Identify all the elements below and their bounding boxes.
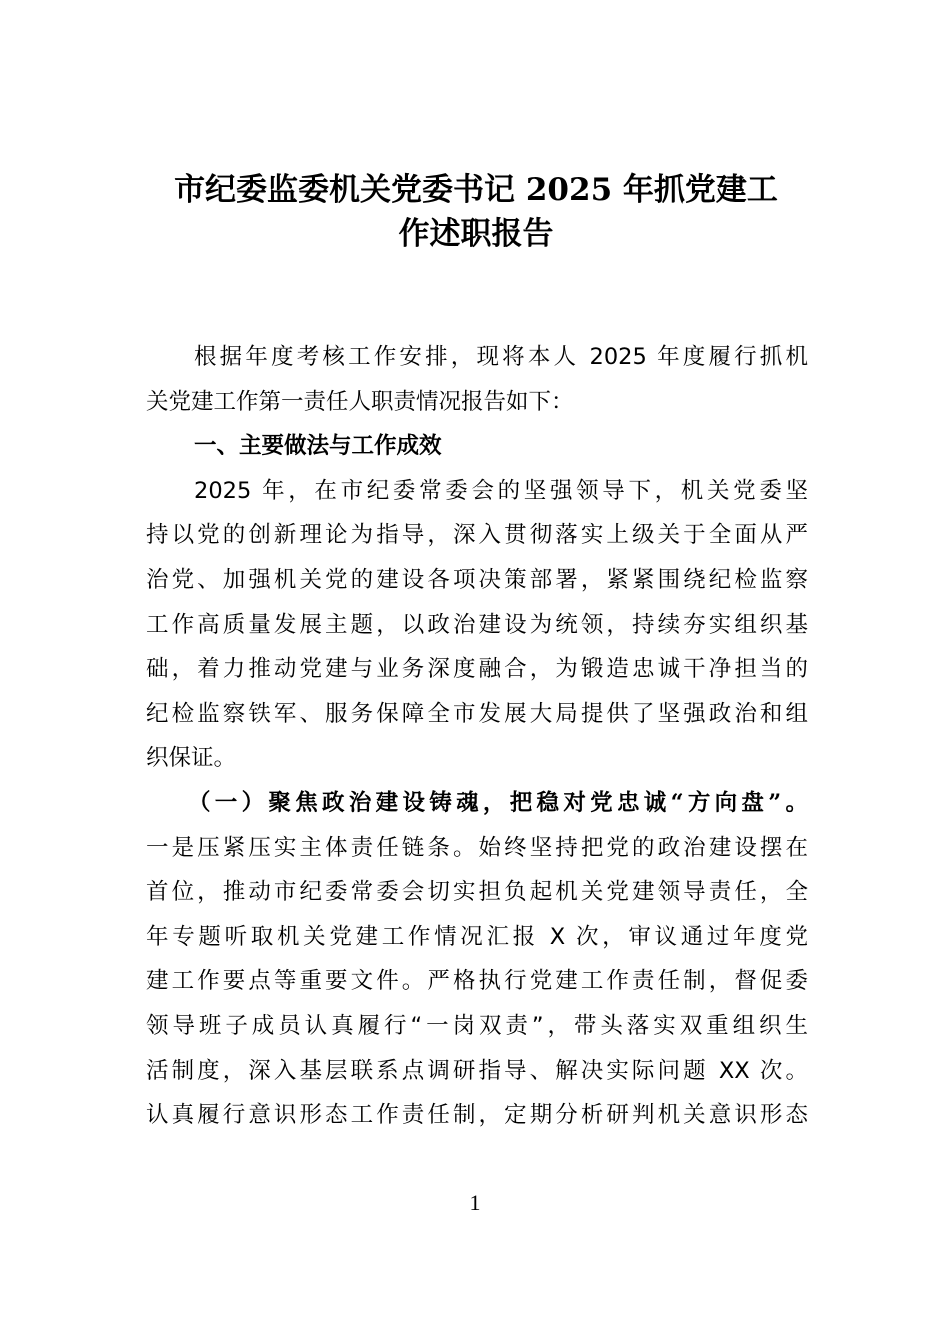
- title-line-1: 市纪委监委机关党委书记 2025 年抓党建工: [174, 172, 778, 208]
- subsection-heading: （一）聚焦政治建设铸魂，把稳对党忠诚“方向盘”。: [188, 789, 808, 816]
- intro-line: 根据年度考核工作安排，现将本人 2025 年度履行抓机: [194, 344, 808, 370]
- summary-line: 工作高质量发展主题，以政治建设为统领，持续夯实组织基: [146, 611, 808, 638]
- summary-line: 持以党的创新理论为指导，深入贯彻落实上级关于全面从严: [146, 522, 808, 549]
- section-heading: 一、主要做法与工作成效: [194, 433, 442, 460]
- document-body: [146, 335, 808, 1138]
- subsection-line: 首位，推动市纪委常委会切实担负起机关党建领导责任，全: [146, 879, 808, 906]
- summary-line: 纪检监察铁军、服务保障全市发展大局提供了坚强政治和组: [146, 700, 808, 727]
- summary-line: 2025 年，在市纪委常委会的坚强领导下，机关党委坚: [194, 477, 808, 504]
- subsection-line: 建工作要点等重要文件。严格执行党建工作责任制，督促委: [146, 968, 808, 995]
- subsection-line: 领导班子成员认真履行“一岗双责”，带头落实双重组织生: [146, 1012, 808, 1039]
- title-line-2: 作述职报告: [398, 216, 554, 252]
- summary-line: 础，着力推动党建与业务深度融合，为锻造忠诚干净担当的: [146, 656, 808, 683]
- subsection-line: 活制度，深入基层联系点调研指导、解决实际问题 XX 次。: [146, 1057, 808, 1084]
- subsection-line: 认真履行意识形态工作责任制，定期分析研判机关意识形态: [146, 1102, 808, 1129]
- subsection-line: 年专题听取机关党建工作情况汇报 X 次，审议通过年度党: [146, 923, 808, 950]
- summary-line: 织保证。: [146, 745, 237, 772]
- summary-line: 治党、加强机关党的建设各项决策部署，紧紧围绕纪检监察: [146, 566, 808, 593]
- document-title: [146, 168, 806, 256]
- subsection-line: 一是压紧压实主体责任链条。始终坚持把党的政治建设摆在: [146, 834, 808, 861]
- page-number: 1: [469, 1190, 481, 1215]
- intro-line: 关党建工作第一责任人职责情况报告如下：: [146, 388, 574, 415]
